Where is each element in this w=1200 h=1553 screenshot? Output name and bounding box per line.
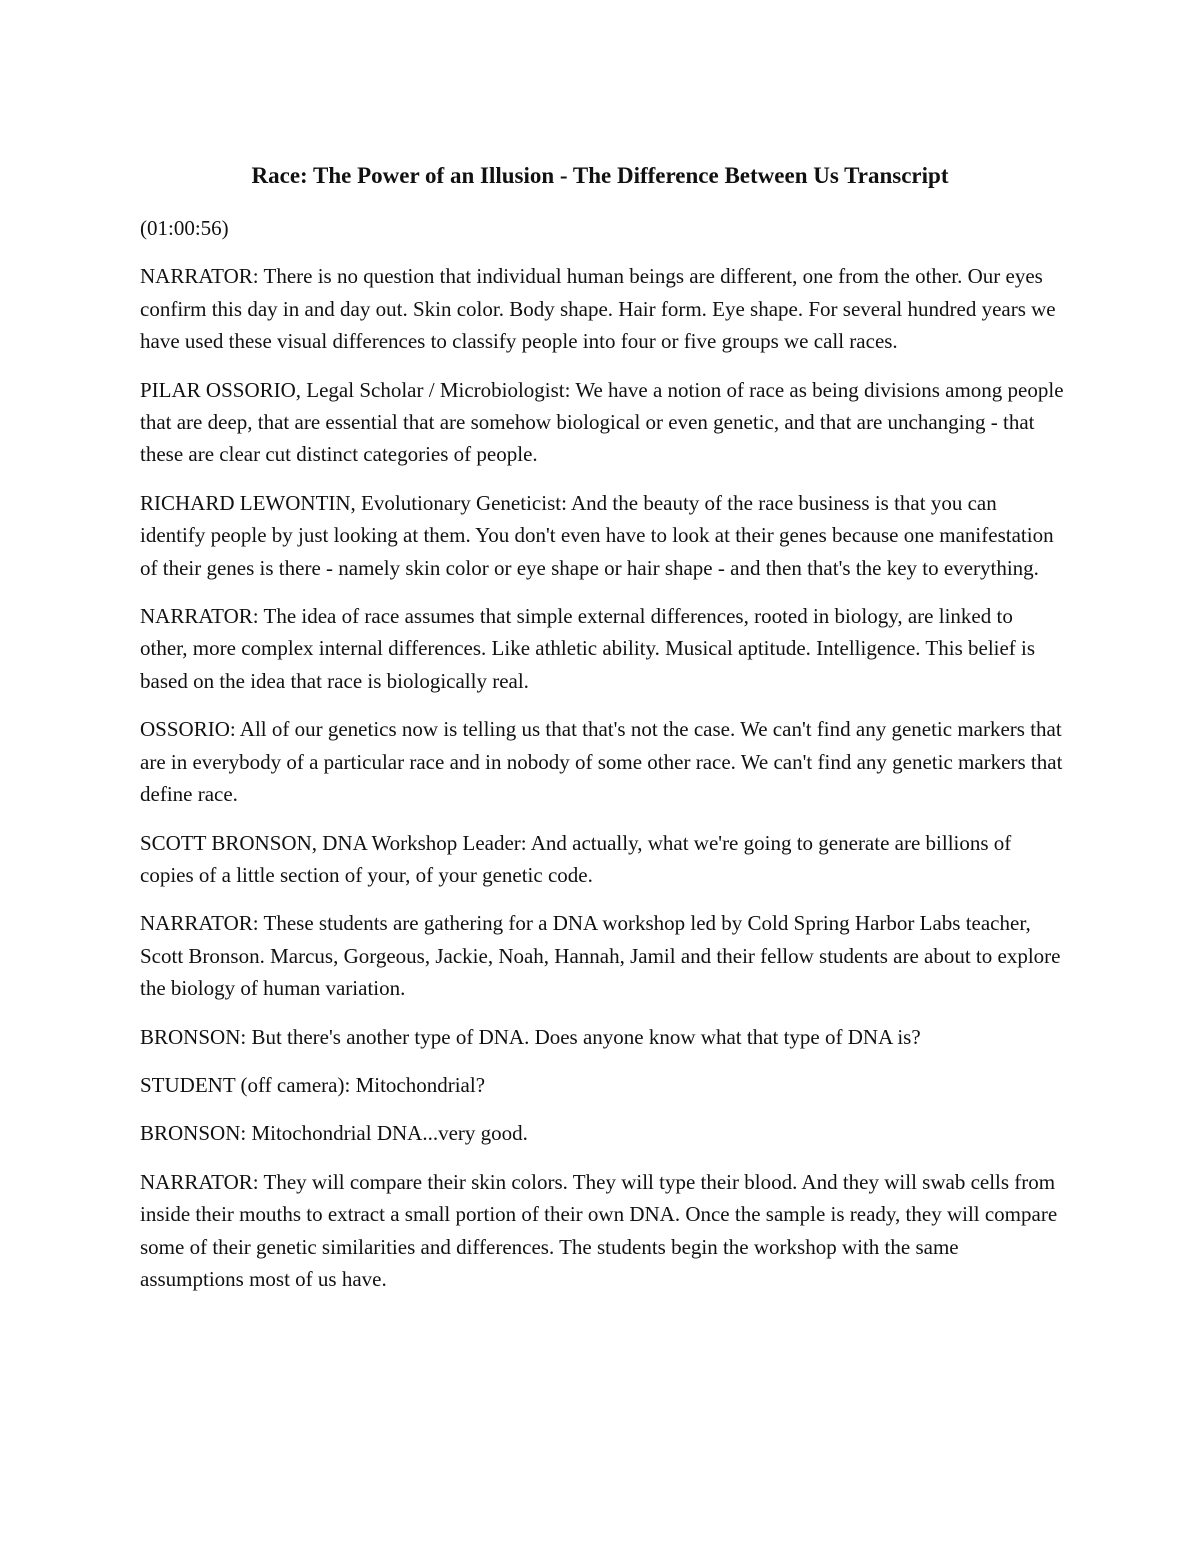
transcript-paragraph: NARRATOR: They will compare their skin colors. They will type their blood. And they will swab cells from inside their mouths to extract a small portion of their own DNA. Once the sample is ready, they will compare some of their genetic similarities and differences. The students begin the workshop with the same assumptions most of us have. (140, 1169, 1058, 1291)
transcript-paragraph: NARRATOR: The idea of race assumes that simple external differences, rooted in biology, are linked to other, more complex internal differences. Like athletic ability. Musical aptitude. Intelligence. This belief is based on the idea that race is biologically real. (140, 604, 1036, 693)
transcript-body (140, 212, 1065, 1311)
timestamp: (01:00:56) (140, 216, 229, 240)
transcript-paragraph: OSSORIO: All of our genetics now is telling us that that's not the case. We can't find any genetic markers that are in everybody of a particular race and in nobody of some other race. We can't find any genetic markers that define race. (140, 717, 1063, 807)
transcript-paragraph: NARRATOR: These students are gathering for a DNA workshop led by Cold Spring Harbor Labs teacher, Scott Bronson. Marcus, Gorgeous, Jackie, Noah, Hannah, Jamil and their fellow students are about to explore the biology of human variation. (140, 911, 1061, 1001)
document-title: Race: The Power of an Illusion - The Difference Between Us Transcript (251, 163, 949, 188)
transcript-paragraph: RICHARD LEWONTIN, Evolutionary Geneticist: And the beauty of the race business is that you can identify people by just looking at them. You don't even have to look at their genes because one manifestation of their genes is there - namely skin color or eye shape or hair shape - and then that's the key to everything. (140, 490, 1054, 580)
transcript-paragraph: BRONSON: But there's another type of DNA. Does anyone know what that type of DNA is? (140, 1024, 921, 1049)
transcript-paragraph: SCOTT BRONSON, DNA Workshop Leader: And actually, what we're going to generate are billions of copies of a little section of your, of your genetic code. (140, 830, 1012, 887)
transcript-paragraph: PILAR OSSORIO, Legal Scholar / Microbiologist: We have a notion of race as being divisions among people that are deep, that are essential that are somehow biological or even genetic, and that are unchanging - that these are clear cut distinct categories of people. (140, 377, 1064, 467)
transcript-paragraph: BRONSON: Mitochondrial DNA...very good. (140, 1121, 528, 1146)
transcript-paragraph: NARRATOR: There is no question that individual human beings are different, one from the other. Our eyes confirm this day in and day out. Skin color. Body shape. Hair form. Eye shape. For several hundred years we have used these visual differences to classify people into four or five groups we call races. (140, 264, 1056, 354)
transcript-paragraph: STUDENT (off camera): Mitochondrial? (140, 1072, 486, 1097)
